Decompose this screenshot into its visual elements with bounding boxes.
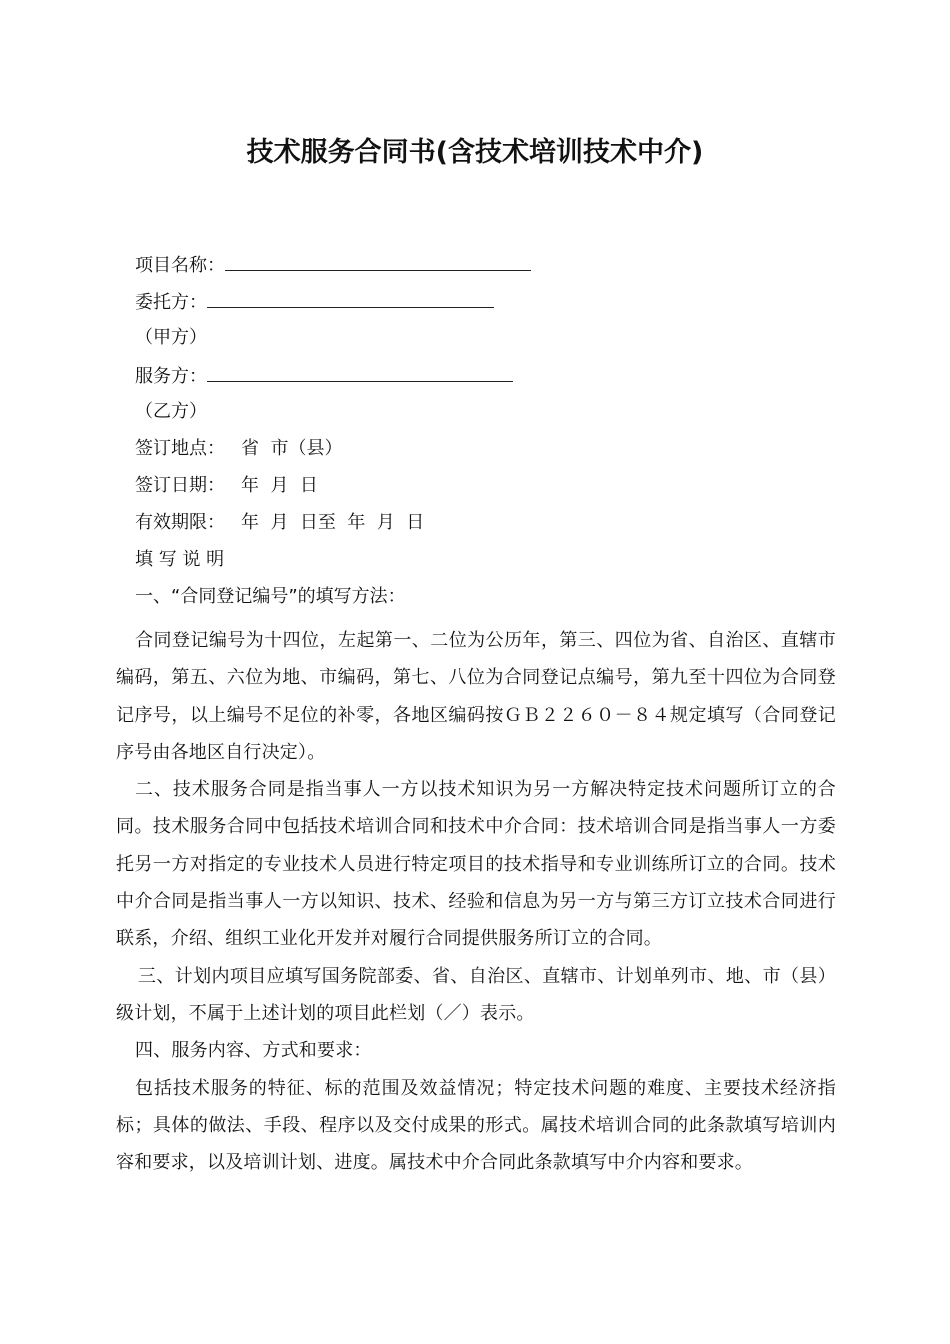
sign-date-row — [135, 472, 855, 509]
paragraph-service-content: 包括技术服务的特征、标的范围及效益情况；特定技术问题的难度、主要技术经济指标；具体的做法、手段、程序以及交付成果的形式。属技术培训合同的此条款填写培训内容和要求，以及培训计划、进度。属技术中介合同此条款填写中介内容和要求。 — [116, 1077, 836, 1174]
project-name-label: 项目名称： — [135, 255, 225, 276]
client-label: 委托方： — [135, 292, 207, 313]
project-name-row — [135, 250, 855, 287]
provider-row — [135, 361, 855, 398]
sign-place-row — [135, 435, 855, 472]
section-one-heading: 一、“合同登记编号”的填写方法： — [135, 586, 406, 607]
instructions-body — [116, 622, 836, 1181]
client-row — [135, 287, 855, 324]
sign-date-value: 年 月 日 — [241, 475, 318, 496]
instructions-heading-row — [135, 546, 855, 583]
sign-place-label: 签订地点： — [135, 438, 225, 459]
project-name-blank — [225, 250, 531, 271]
paragraph-registration-number: 合同登记编号为十四位，左起第一、二位为公历年，第三、四位为省、自治区、直辖市编码，第五、六位为地、市编码，第七、八位为合同登记点编号，第九至十四位为合同登记序号，以上编号不足位的补零，各地区编码按ＧＢ２２６０－８４规定填写（合同登记序号由各地区自行决定）。 — [116, 630, 836, 763]
provider-blank — [207, 361, 513, 382]
party-a-row — [135, 324, 855, 361]
contract-fields — [135, 250, 855, 583]
validity-row — [135, 509, 855, 546]
paragraph-service-contract-definition: 二、技术服务合同是指当事人一方以技术知识为另一方解决特定技术问题所订立的合同。技术服务合同中包括技术培训合同和技术中介合同：技术培训合同是指当事人一方委托另一方对指定的专业技术人员进行特定项目的技术指导和专业训练所订立的合同。技术中介合同是指当事人一方以知识、技术、经验和信息为另一方与第三方订立技术合同进行联系，介绍、组织工业化开发并对履行合同提供服务所订立的合同。 — [116, 779, 836, 950]
instructions-heading: 填 写 说 明 — [135, 549, 225, 570]
client-blank — [207, 287, 494, 308]
sign-place-value: 省 市（县） — [241, 438, 343, 459]
party-b-label: （乙方） — [135, 401, 207, 422]
section-one-heading-wrap — [135, 583, 855, 620]
validity-label: 有效期限： — [135, 512, 225, 533]
sign-date-label: 签订日期： — [135, 475, 225, 496]
document-title: 技术服务合同书(含技术培训技术中介) — [246, 137, 704, 168]
party-a-label: （甲方） — [135, 327, 207, 348]
party-b-row — [135, 398, 855, 435]
paragraph-planned-projects: 三、计划内项目应填写国务院部委、省、自治区、直辖市、计划单列市、地、市（县）级计划，不属于上述计划的项目此栏划（／）表示。 — [116, 965, 836, 1024]
paragraph-service-content-heading: 四、服务内容、方式和要求： — [135, 1040, 372, 1062]
provider-label: 服务方： — [135, 366, 207, 387]
validity-value: 年 月 日至 年 月 日 — [241, 512, 425, 533]
